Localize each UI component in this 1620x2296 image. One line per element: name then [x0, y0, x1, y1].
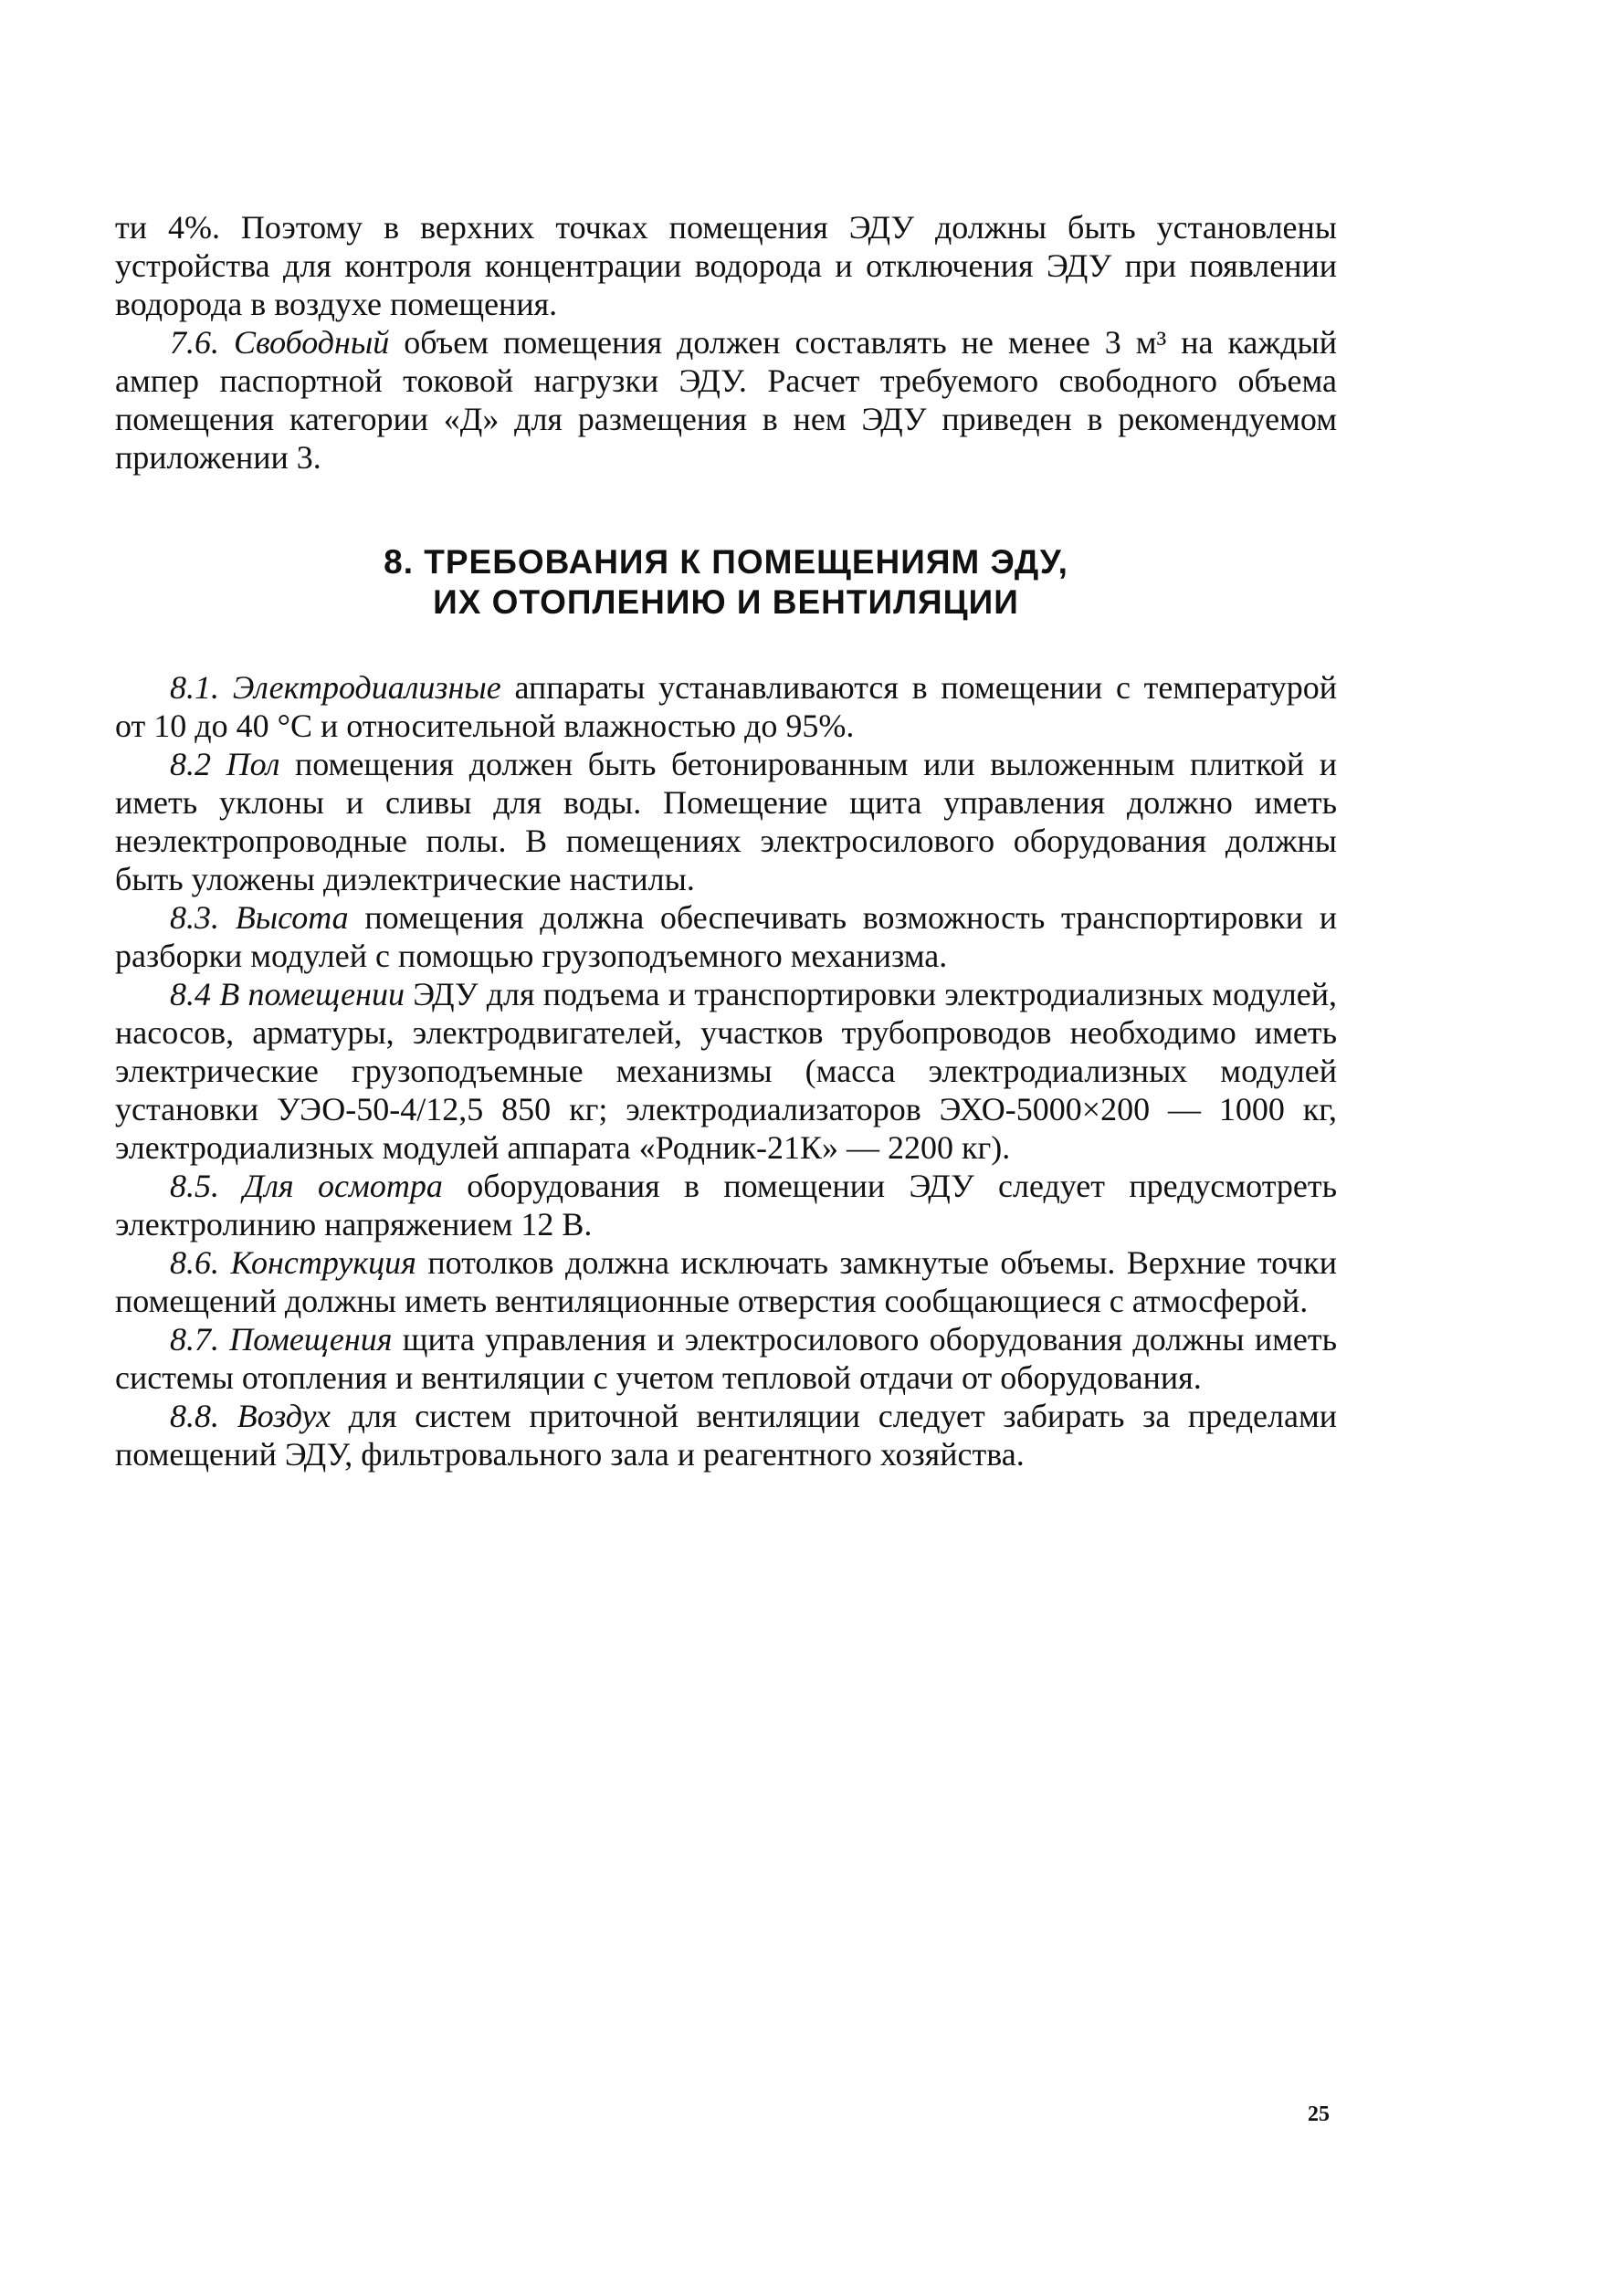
- section-heading: [115, 542, 1337, 623]
- paragraph-lead: 8.1. Электродиализные: [170, 669, 501, 706]
- paragraph-8-2: [115, 745, 1337, 898]
- paragraph-lead: 8.3. Высота: [170, 899, 349, 936]
- paragraph-8-3: [115, 898, 1337, 975]
- paragraph-8-6: [115, 1243, 1337, 1320]
- continued-paragraph: [115, 208, 1337, 323]
- paragraph-text: помещения должна обеспечивать возможность транспортировки и разборки модулей с помощью грузоподъемного механизма.: [115, 899, 1338, 974]
- paragraph-text: для систем приточной вентиляции следует забирать за пределами помещений ЭДУ, фильтровального зала и реагентного хозяйства.: [115, 1398, 1337, 1473]
- paragraph-text: ЭДУ для подъема и транспортировки электродиализных модулей, насосов, арматуры, электродвигателей, участков трубопроводов необходимо иметь электрические грузоподъемные механизмы (масса электродиализных модулей установки УЭО-50-4/12,5 850 кг; электродиализаторов ЭХО-5000×200 — 1000 кг, электродиализных модулей аппарата «Родник-21К» — 2200 кг).: [115, 976, 1337, 1166]
- paragraph-lead: 8.8. Воздух: [170, 1398, 331, 1434]
- paragraph-8-8: [115, 1397, 1337, 1473]
- paragraph-lead: 8.4 В помещении: [170, 976, 405, 1012]
- paragraph-8-1: [115, 668, 1337, 745]
- paragraph-text: аппараты устанавливаются в помещении с температурой от 10 до 40 °С и относительной влажностью до 95%.: [115, 669, 1337, 744]
- paragraph-text: помещения должен быть бетонированным или выложенным плиткой и иметь уклоны и сливы для воды. Помещение щита управления должно иметь неэлектропроводные полы. В помещениях электросилового оборудования должны быть уложены диэлектрические настилы.: [115, 746, 1337, 897]
- text-column: [115, 208, 1337, 1473]
- paragraph-lead: 7.6. Свободный: [170, 324, 390, 361]
- paragraph-7-6: [115, 323, 1337, 477]
- paragraph-lead: 8.5. Для осмотра: [170, 1168, 443, 1204]
- paragraph-text: объем помещения должен составлять не менее 3 м³ на каждый ампер паспортной токовой нагрузки ЭДУ. Расчет требуемого свободного объема помещения категории «Д» для размещения в нем ЭДУ приведен в рекомендуемом приложении 3.: [115, 324, 1338, 476]
- paragraph-lead: 8.6. Конструкция: [170, 1244, 416, 1281]
- paragraph-8-7: [115, 1320, 1337, 1397]
- paragraph-8-5: [115, 1167, 1337, 1243]
- section-heading-line-2: ИХ ОТОПЛЕНИЮ И ВЕНТИЛЯЦИИ: [433, 583, 1019, 621]
- paragraph-text: оборудования в помещении ЭДУ следует предусмотреть электролинию напряжением 12 В.: [115, 1168, 1337, 1242]
- paragraph-text: ти 4%. Поэтому в верхних точках помещения ЭДУ должны быть установлены устройства для контроля концентрации водорода и отключения ЭДУ при появлении водорода в воздухе помещения.: [115, 209, 1337, 322]
- section-heading-line-1: 8. ТРЕБОВАНИЯ К ПОМЕЩЕНИЯМ ЭДУ,: [384, 543, 1068, 581]
- paragraph-text: потолков должна исключать замкнутые объемы. Верхние точки помещений должны иметь вентиляционные отверстия сообщающиеся с атмосферой.: [115, 1244, 1338, 1319]
- paragraph-text: щита управления и электросилового оборудования должны иметь системы отопления и вентиляции с учетом тепловой отдачи от оборудования.: [115, 1321, 1337, 1396]
- paragraph-lead: 8.2 Пол: [170, 746, 280, 782]
- paragraph-8-4: [115, 975, 1337, 1167]
- page-number: 25: [1308, 2102, 1330, 2126]
- paragraph-lead: 8.7. Помещения: [170, 1321, 393, 1358]
